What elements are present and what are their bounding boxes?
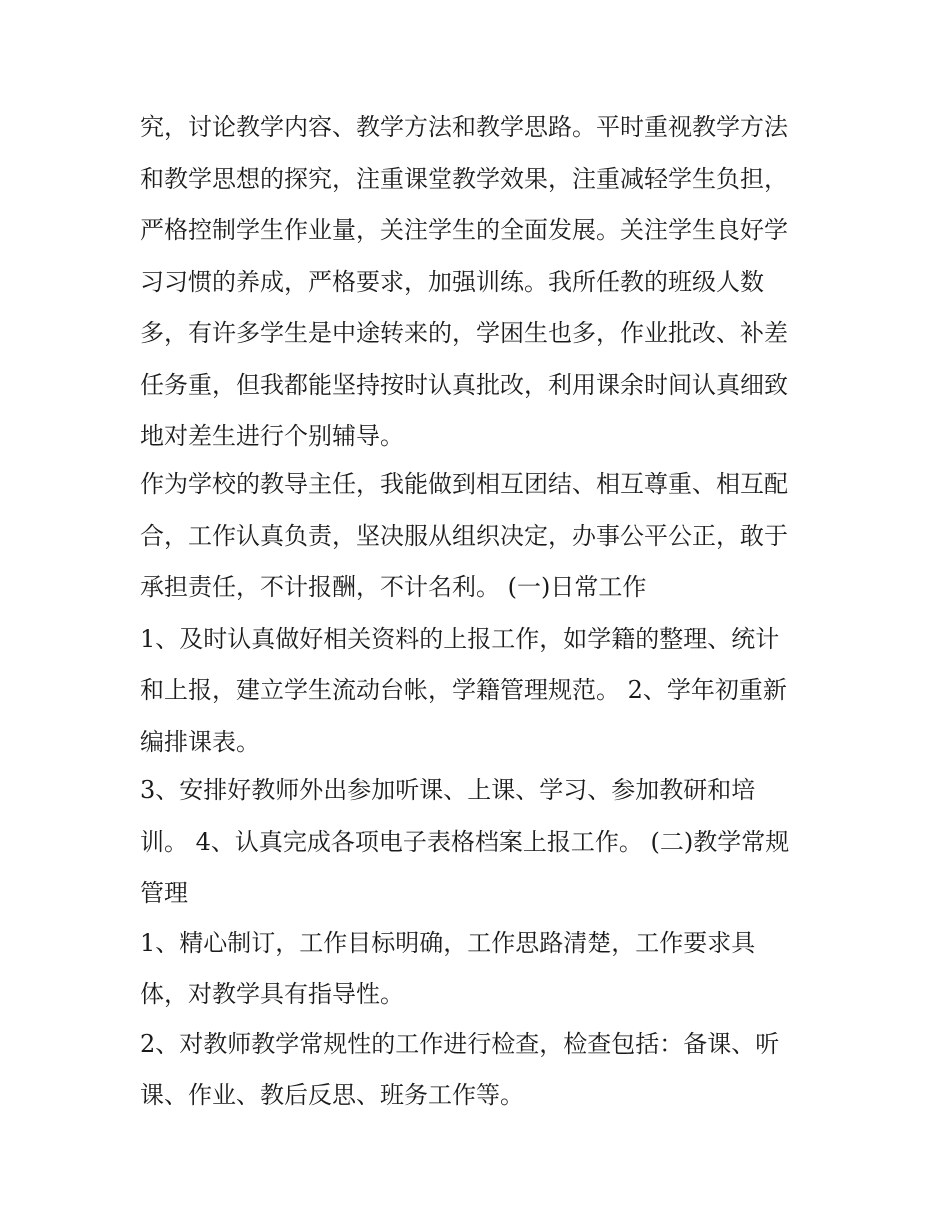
- text-line: 体，对教学具有指导性。: [140, 980, 404, 1008]
- text-line: 和上报，建立学生流动台帐，学籍管理规范。 2、学年初重新: [140, 676, 787, 704]
- text-line: 严格控制学生作业量，关注学生的全面发展。关注学生良好学: [140, 216, 788, 244]
- text-line: 课、作业、教后反思、班务工作等。: [140, 1081, 524, 1109]
- text-line: 习习惯的养成，严格要求，加强训练。我所任教的班级人数: [140, 268, 764, 296]
- text-line: 1、精心制订，工作目标明确，工作思路清楚，工作要求具: [140, 929, 756, 957]
- text-line: 编排课表。: [140, 728, 260, 756]
- text-line: 训。 4、认真完成各项电子表格档案上报工作。 (二)教学常规: [140, 828, 790, 856]
- text-line: 作为学校的教导主任，我能做到相互团结、相互尊重、相互配: [140, 470, 788, 498]
- text-line: 3、安排好教师外出参加听课、上课、学习、参加教研和培: [140, 776, 756, 804]
- text-line: 地对差生进行个别辅导。: [140, 422, 404, 450]
- text-line: 合，工作认真负责，坚决服从组织决定，办事公平公正，敢于: [140, 522, 788, 550]
- text-line: 2、对教师教学常规性的工作进行检查，检查包括：备课、听: [140, 1030, 780, 1058]
- text-line: 究，讨论教学内容、教学方法和教学思路。平时重视教学方法: [140, 113, 788, 141]
- text-line: 管理: [140, 879, 188, 907]
- text-line: 承担责任，不计报酬，不计名利。 (一)日常工作: [140, 573, 647, 601]
- text-line: 1、及时认真做好相关资料的上报工作，如学籍的整理、统计: [140, 625, 780, 653]
- text-line: 任务重，但我都能坚持按时认真批改，利用课余时间认真细致: [140, 371, 788, 399]
- text-line: 和教学思想的探究，注重课堂教学效果，注重减轻学生负担，: [140, 165, 788, 193]
- text-line: 多，有许多学生是中途转来的，学困生也多，作业批改、补差: [140, 319, 788, 347]
